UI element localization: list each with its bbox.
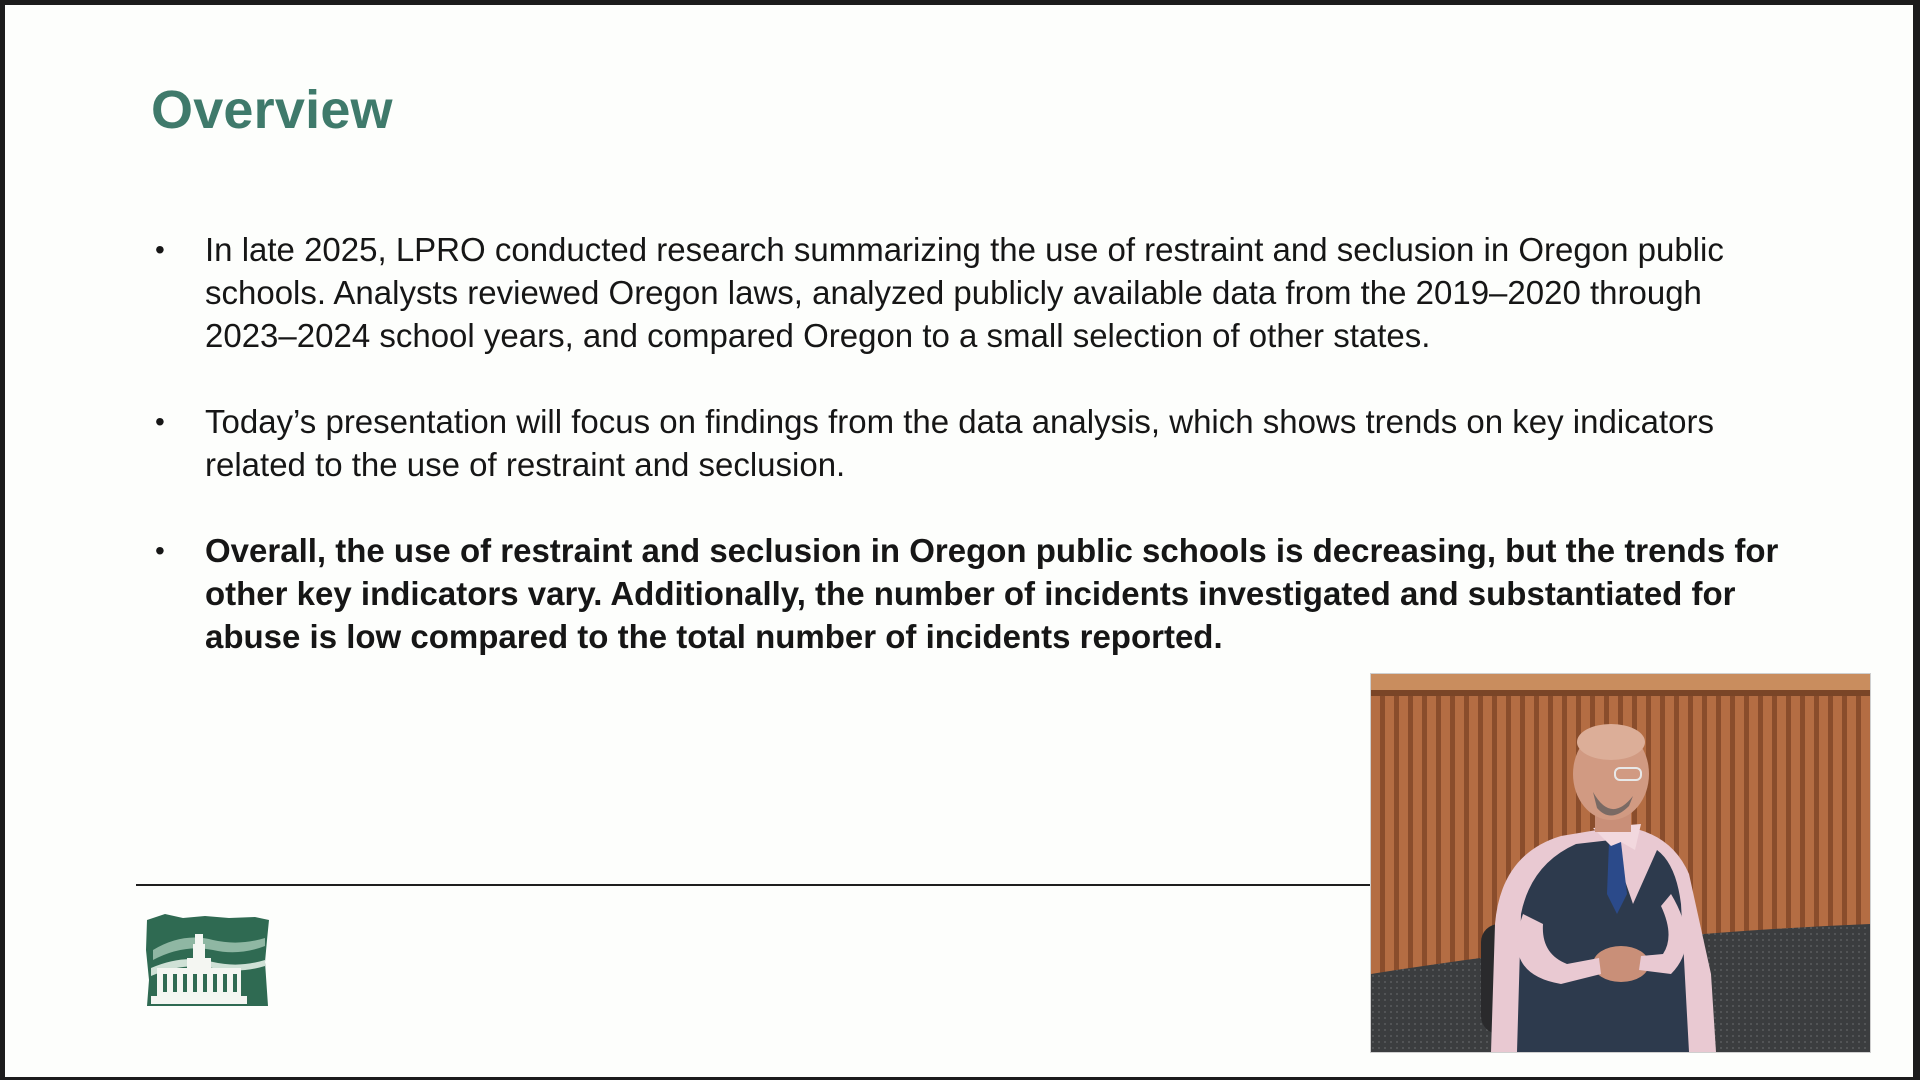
bullet-text: Overall, the use of restraint and seclusion in Oregon public schools is decreasing, but the trends for other key indicators vary. Additionally, the number of incidents investigated and substantiated for abuse is low compared to the total number of incidents reported.	[205, 532, 1779, 655]
bullet-text: In late 2025, LPRO conducted research summarizing the use of restraint and seclusion in Oregon public schools. Analysts reviewed Oregon laws, analyzed publicly available data from the 2019–2020 through 2023–2024 school years, and compared Oregon to a small selection of other states.	[205, 231, 1724, 354]
oregon-capitol-logo-icon	[143, 910, 273, 1010]
footer-divider	[136, 884, 1373, 886]
bullet-text: Today’s presentation will focus on findings from the data analysis, which shows trends on key indicators related to the use of restraint and seclusion.	[205, 403, 1715, 483]
speaker-video-image	[1371, 674, 1870, 1052]
bullet-marker: •	[155, 535, 165, 566]
bullet-marker: •	[155, 406, 165, 437]
bullet-item-presentation-focus	[151, 400, 1791, 486]
speaker-video-feed	[1370, 673, 1871, 1053]
bullet-item-overall-finding	[151, 529, 1791, 658]
slide	[5, 5, 1913, 1077]
slide-title: Overview	[151, 80, 393, 140]
bullet-list	[151, 228, 1791, 701]
bullet-marker: •	[155, 234, 165, 265]
bullet-item-research	[151, 228, 1791, 357]
